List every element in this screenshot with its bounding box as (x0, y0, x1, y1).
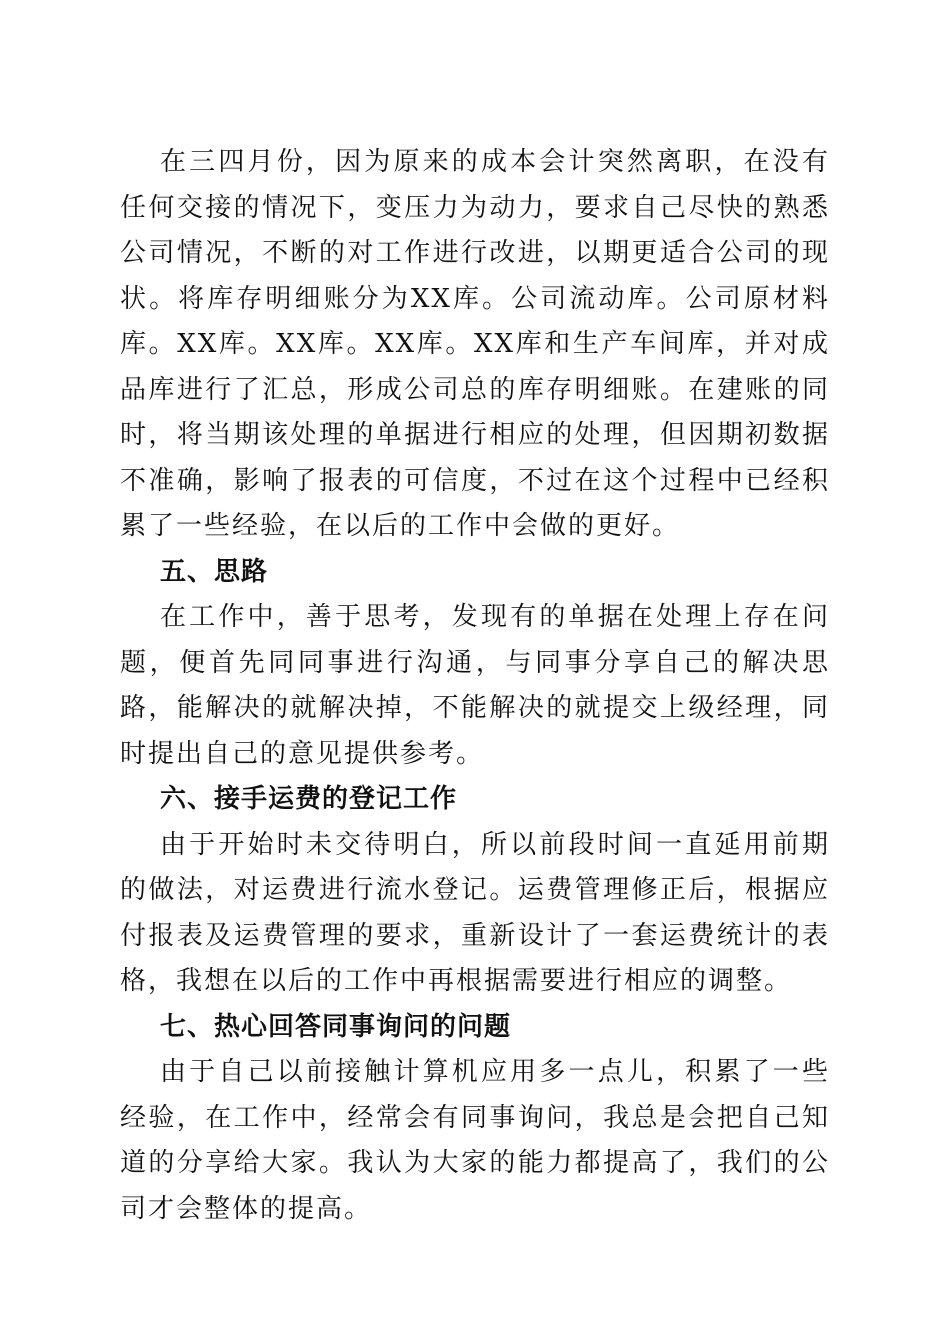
heading-section-5: 五、思路 (160, 556, 269, 587)
heading-section-6: 六、接手运费的登记工作 (160, 784, 458, 814)
document-body (120, 140, 830, 1232)
paragraph-freight-registration: 由于开始时未交待明白，所以前段时间一直延用前期的做法，对运费进行流水登记。运费管理修正后，根据应付报表及运费管理的要求，重新设计了一套运费统计的表格，我想在以后的工作中再根据需要进行相应的调整。 (120, 829, 830, 996)
heading-section-7: 七、热心回答同事询问的问题 (160, 1011, 512, 1042)
paragraph-cost-accounting: 在三四月份，因为原来的成本会计突然离职，在没有任何交接的情况下，变压力为动力，要求自己尽快的熟悉公司情况，不断的对工作进行改进，以期更适合公司的现状。将库存明细账分为XX库。公司流动库。公司原材料库。XX库。XX库。XX库。XX库和生产车间库，并对成品库进行了汇总，形成公司总的库存明细账。在建账的同时，将当期该处理的单据进行相应的处理，但因期初数据不准确，影响了报表的可信度，不过在这个过程中已经积累了一些经验，在以后的工作中会做的更好。 (120, 147, 830, 541)
paragraph-thinking: 在工作中，善于思考，发现有的单据在处理上存在问题，便首先同同事进行沟通，与同事分享自己的解决思路，能解决的就解决掉，不能解决的就提交上级经理，同时提出自己的意见提供参考。 (120, 602, 830, 769)
paragraph-helping-colleagues: 由于自己以前接触计算机应用多一点儿，积累了一些经验，在工作中，经常会有同事询问，我总是会把自己知道的分享给大家。我认为大家的能力都提高了，我们的公司才会整体的提高。 (120, 1057, 830, 1224)
